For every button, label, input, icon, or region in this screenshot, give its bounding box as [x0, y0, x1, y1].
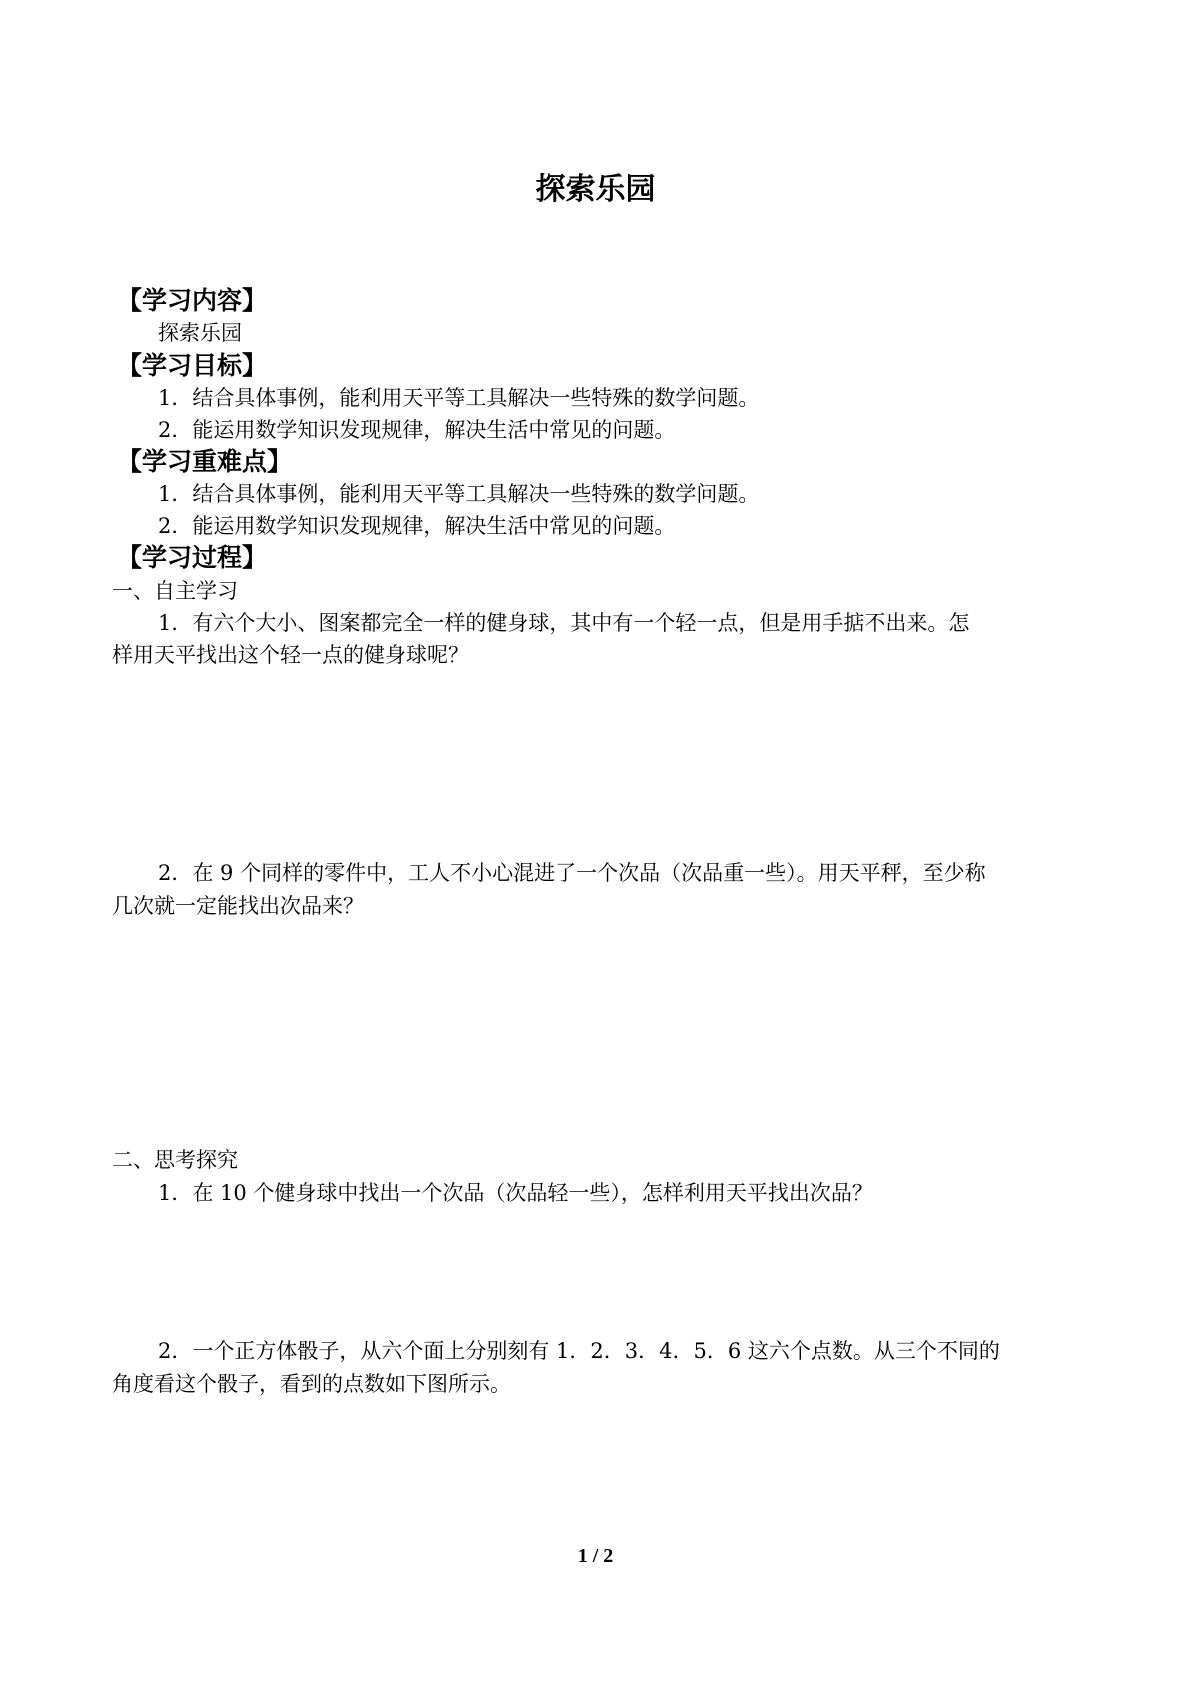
part2-question2-line2: 角度看这个骰子，看到的点数如下图所示。: [112, 1372, 511, 1396]
key-point-item-2: 2．能运用数学知识发现规律，解决生活中常见的问题。: [158, 514, 676, 538]
part1-question2-line2: 几次就一定能找出次品来？: [112, 894, 364, 918]
section-heading-process: 【学习过程】: [117, 543, 268, 572]
page-title: 探索乐园: [535, 172, 656, 207]
section-heading-content: 【学习内容】: [117, 286, 268, 315]
part2-title: 二、思考探究: [112, 1148, 238, 1172]
part2-question1-line1: 1．在 10 个健身球中找出一个次品（次品轻一些），怎样利用天平找出次品？: [158, 1181, 873, 1205]
section-heading-goals: 【学习目标】: [117, 351, 268, 380]
part1-question1-line1: 1．有六个大小、图案都完全一样的健身球，其中有一个轻一点，但是用手掂不出来。怎: [158, 611, 970, 635]
section-heading-key-points: 【学习重难点】: [117, 447, 293, 476]
goal-item-1: 1．结合具体事例，能利用天平等工具解决一些特殊的数学问题。: [158, 386, 760, 410]
page-number: 1 / 2: [577, 1545, 614, 1567]
part1-question2-line1: 2．在 9 个同样的零件中，工人不小心混进了一个次品（次品重一些）。用天平秤，至少称: [158, 861, 986, 885]
content-text: 探索乐园: [158, 321, 242, 345]
key-point-item-1: 1．结合具体事例，能利用天平等工具解决一些特殊的数学问题。: [158, 482, 760, 506]
part2-question2-line1: 2．一个正方体骰子，从六个面上分别刻有 1．2．3．4．5．6 这六个点数。从三个不同的: [158, 1339, 1000, 1363]
part1-title: 一、自主学习: [112, 579, 238, 603]
goal-item-2: 2．能运用数学知识发现规律，解决生活中常见的问题。: [158, 418, 676, 442]
part1-question1-line2: 样用天平找出这个轻一点的健身球呢？: [112, 643, 469, 667]
